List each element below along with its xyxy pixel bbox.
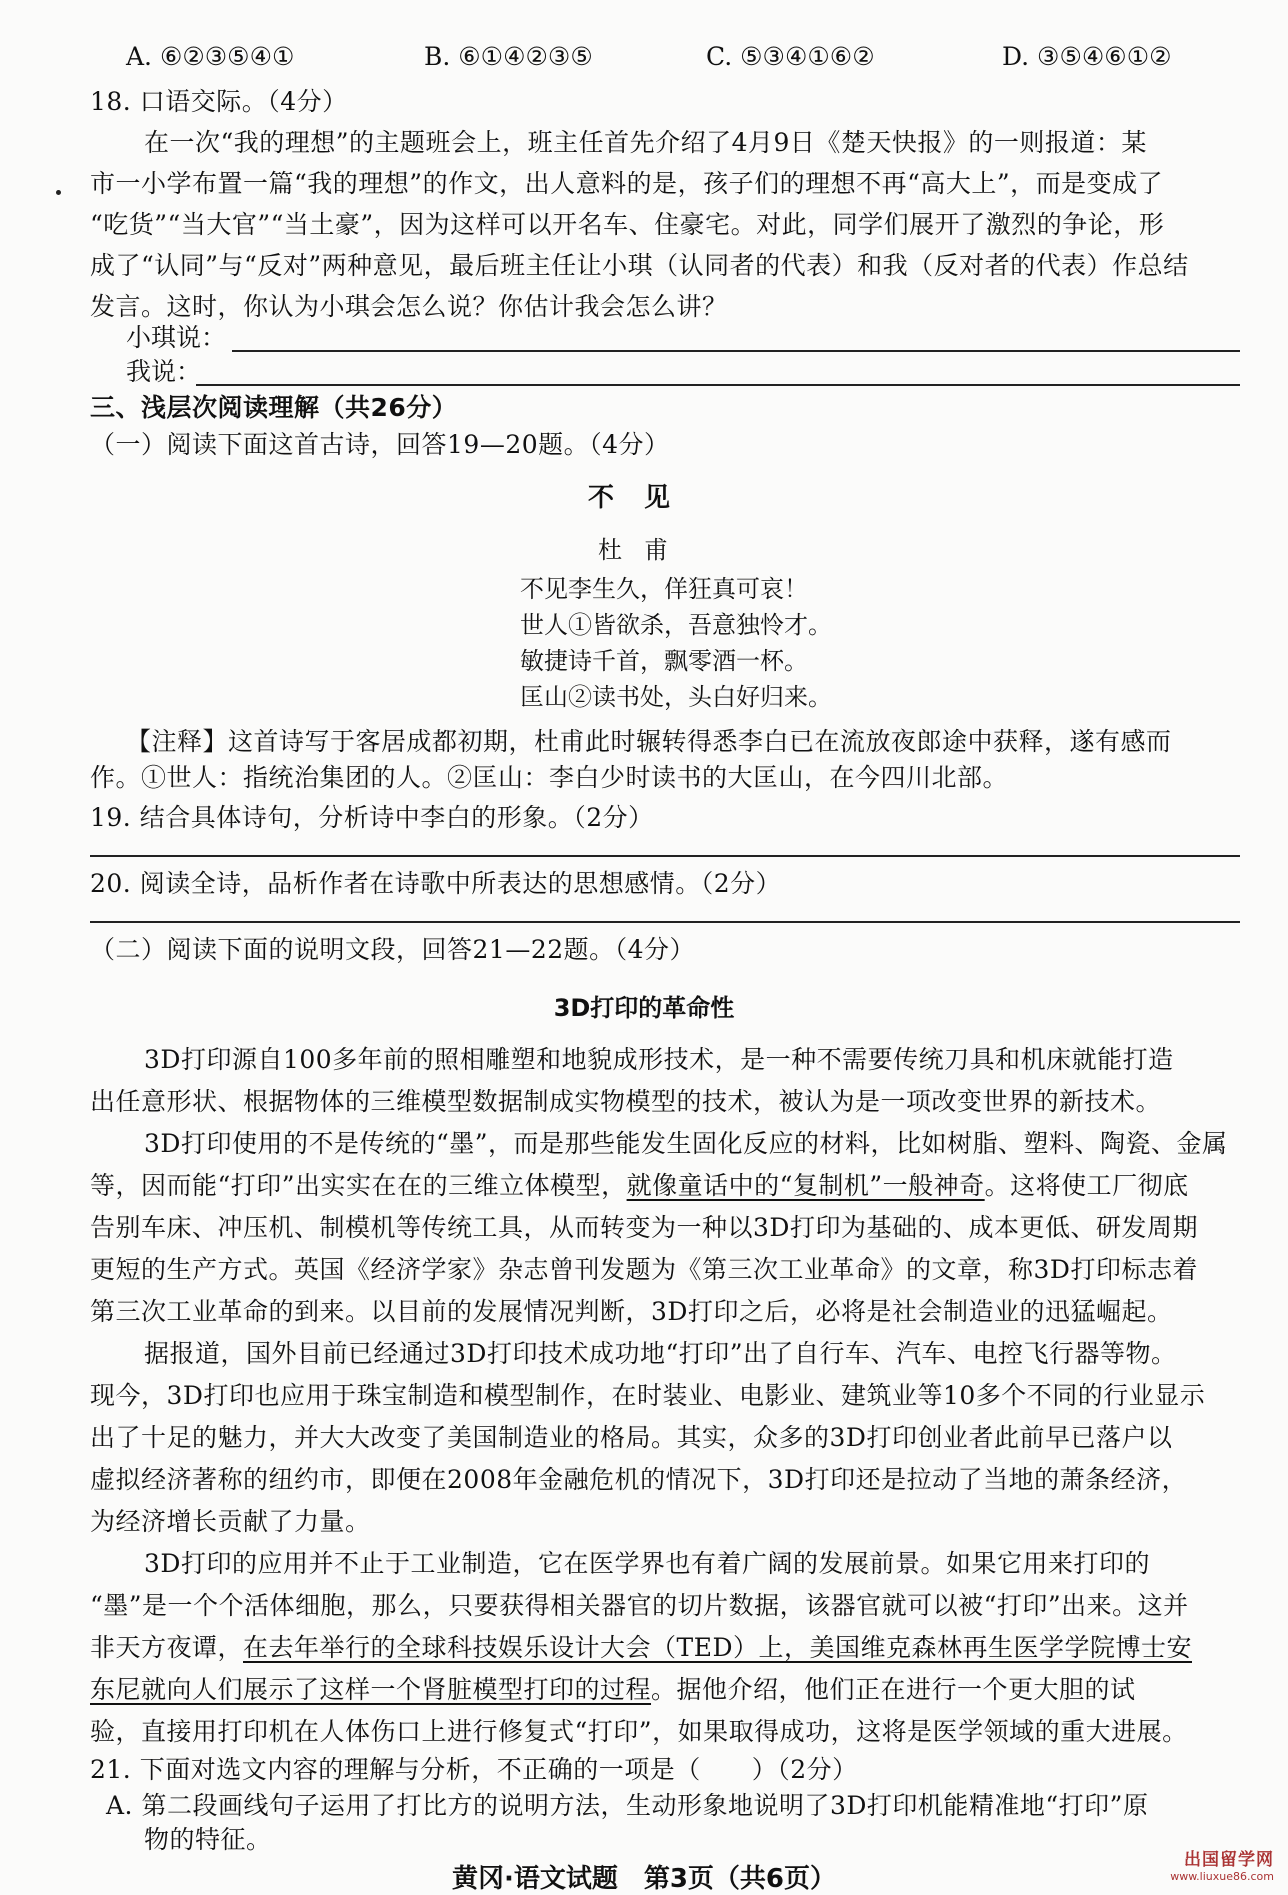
me-answer-line[interactable] [196,384,1240,386]
scan-speck [56,190,61,195]
q18-line-4: 成了“认同”与“反对”两种意见，最后班主任让小琪（认同者的代表）和我（反对者的代表）作总结 [90,251,1189,280]
q21-prompt: 21. 下面对选文内容的理解与分析，不正确的一项是（ ）（2分） [90,1755,858,1784]
p2-line-2-tail: 。这将使工厂彻底 [984,1171,1189,1200]
part1-intro: （一）阅读下面这首古诗，回答19—20题。（4分） [90,430,670,459]
q21-option-a-line-1: A. 第二段画线句子运用了打比方的说明方法，生动形象地说明了3D打印机能精准地“打印”原 [106,1791,1149,1820]
watermark-url: www.liuxue86.com [1170,1870,1274,1883]
page-footer: 黄冈·语文试题 第3页（共6页） [451,1864,837,1894]
p4-line-3 [90,1630,1248,1666]
p3-line-5: 为经济增长贡献了力量。 [90,1507,371,1536]
p2-line-4: 更短的生产方式。英国《经济学家》杂志曾刊发题为《第三次工业革命》的文章，称3D打印标志着 [90,1255,1198,1284]
poem-author: 杜甫 [598,536,690,564]
poem-verse-4: 匡山②读书处，头白好归来。 [520,683,832,711]
p2-line-5: 第三次工业革命的到来。以目前的发展情况判断，3D打印之后，必将是社会制造业的迅猛崛起。 [90,1297,1173,1326]
p4-line-4-tail: 。据他介绍，他们正在进行一个更大胆的试 [651,1675,1136,1704]
p3-line-2: 现今，3D打印也应用于珠宝制造和模型制作，在时装业、电影业、建筑业等10多个不同的行业显示 [90,1381,1206,1410]
q21-option-a-line-2: 物的特征。 [144,1825,272,1854]
p2-line-2 [90,1168,1248,1204]
part2-intro: （二）阅读下面的说明文段，回答21—22题。（4分） [90,935,696,964]
p4-line-3-plain: 非天方夜谭， [90,1633,244,1662]
p4-line-1: 3D打印的应用并不止于工业制造，它在医学界也有着广阔的发展前景。如果它用来打印的 [144,1549,1150,1578]
q18-heading: 18. 口语交际。（4分） [90,87,348,116]
q18-line-5: 发言。这时，你认为小琪会怎么说？你估计我会怎么讲？ [90,292,728,321]
q17-option-c: C. ⑤③④①⑥② [706,42,875,71]
poem-verse-3: 敏捷诗千首，飘零酒一杯。 [520,647,808,675]
q17-option-a: A. ⑥②③⑤④① [126,42,295,71]
xiaoqi-answer-line[interactable] [232,350,1240,352]
p2-underlined-sentence: 就像童话中的“复制机”一般神奇 [626,1171,985,1200]
q17-option-d: D. ③⑤④⑥①② [1002,42,1172,71]
q19-answer-line[interactable] [90,855,1240,857]
p4-underlined-part-2: 东尼就向人们展示了这样一个肾脏模型打印的过程 [90,1675,652,1704]
q18-line-1: 在一次“我的理想”的主题班会上，班主任首先介绍了4月9日《楚天快报》的一则报道：某 [144,128,1147,157]
p2-line-3: 告别车床、冲压机、制模机等传统工具，从而转变为一种以3D打印为基础的、成本更低、研发周期 [90,1213,1198,1242]
poem-title: 不见 [587,483,700,513]
poem-note-1: 【注释】这首诗写于客居成都初期，杜甫此时辗转得悉李白已在流放夜郎途中获释，遂有感而 [126,727,1172,756]
p2-line-2-plain: 等，因而能“打印”出实实在在的三维立体模型， [90,1171,627,1200]
q20-prompt: 20. 阅读全诗，品析作者在诗歌中所表达的思想感情。（2分） [90,869,782,898]
p1-line-1: 3D打印源自100多年前的照相雕塑和地貌成形技术，是一种不需要传统刀具和机床就能打造 [144,1045,1174,1074]
p3-line-3: 出了十足的魅力，并大大改变了美国制造业的格局。其实，众多的3D打印创业者此前早已落户以 [90,1423,1173,1452]
section3-heading: 三、浅层次阅读理解（共26分） [90,393,458,422]
p3-line-1: 据报道，国外目前已经通过3D打印技术成功地“打印”出了自行车、汽车、电控飞行器等物。 [144,1339,1177,1368]
me-label: 我说： [126,357,202,386]
q18-line-2: 市一小学布置一篇“我的理想”的作文，出人意料的是，孩子们的理想不再“高大上”，而是变成了 [90,169,1164,198]
watermark-name: 出国留学网 [1184,1850,1274,1870]
p3-line-4: 虚拟经济著称的纽约市，即便在2008年金融危机的情况下，3D打印还是拉动了当地的萧条经济， [90,1465,1188,1494]
site-watermark [1170,1845,1274,1883]
poem-note-2: 作。①世人：指统治集团的人。②匡山：李白少时读书的大匡山，在今四川北部。 [90,763,1009,792]
q19-prompt: 19. 结合具体诗句，分析诗中李白的形象。（2分） [90,803,654,832]
p4-underlined-part-1: 在去年举行的全球科技娱乐设计大会（TED）上，美国维克森林再生医学学院博士安 [243,1633,1192,1662]
p4-line-2: “墨”是一个个活体细胞，那么，只要获得相关器官的切片数据，该器官就可以被“打印”出来。这并 [90,1591,1189,1620]
q20-answer-line[interactable] [90,921,1240,923]
q18-line-3: “吃货”“当大官”“当土豪”，因为这样可以开名车、住豪宅。对此，同学们展开了激烈的争论，形 [90,210,1165,239]
xiaoqi-label: 小琪说： [126,323,227,352]
q17-option-b: B. ⑥①④②③⑤ [424,42,593,71]
p4-line-5: 验，直接用打印机在人体伤口上进行修复式“打印”，如果取得成功，这将是医学领域的重大进展。 [90,1717,1188,1746]
p4-line-4 [90,1672,1248,1708]
p2-line-1: 3D打印使用的不是传统的“墨”，而是那些能发生固化反应的材料，比如树脂、塑料、陶瓷、金属 [144,1129,1228,1158]
poem-verse-1: 不见李生久，佯狂真可哀！ [520,575,808,603]
poem-verse-2: 世人①皆欲杀，吾意独怜才。 [520,611,832,639]
article-title: 3D打印的革命性 [553,994,735,1022]
p1-line-2: 出任意形状、根据物体的三维模型数据制成实物模型的技术，被认为是一项改变世界的新技术。 [90,1087,1162,1116]
